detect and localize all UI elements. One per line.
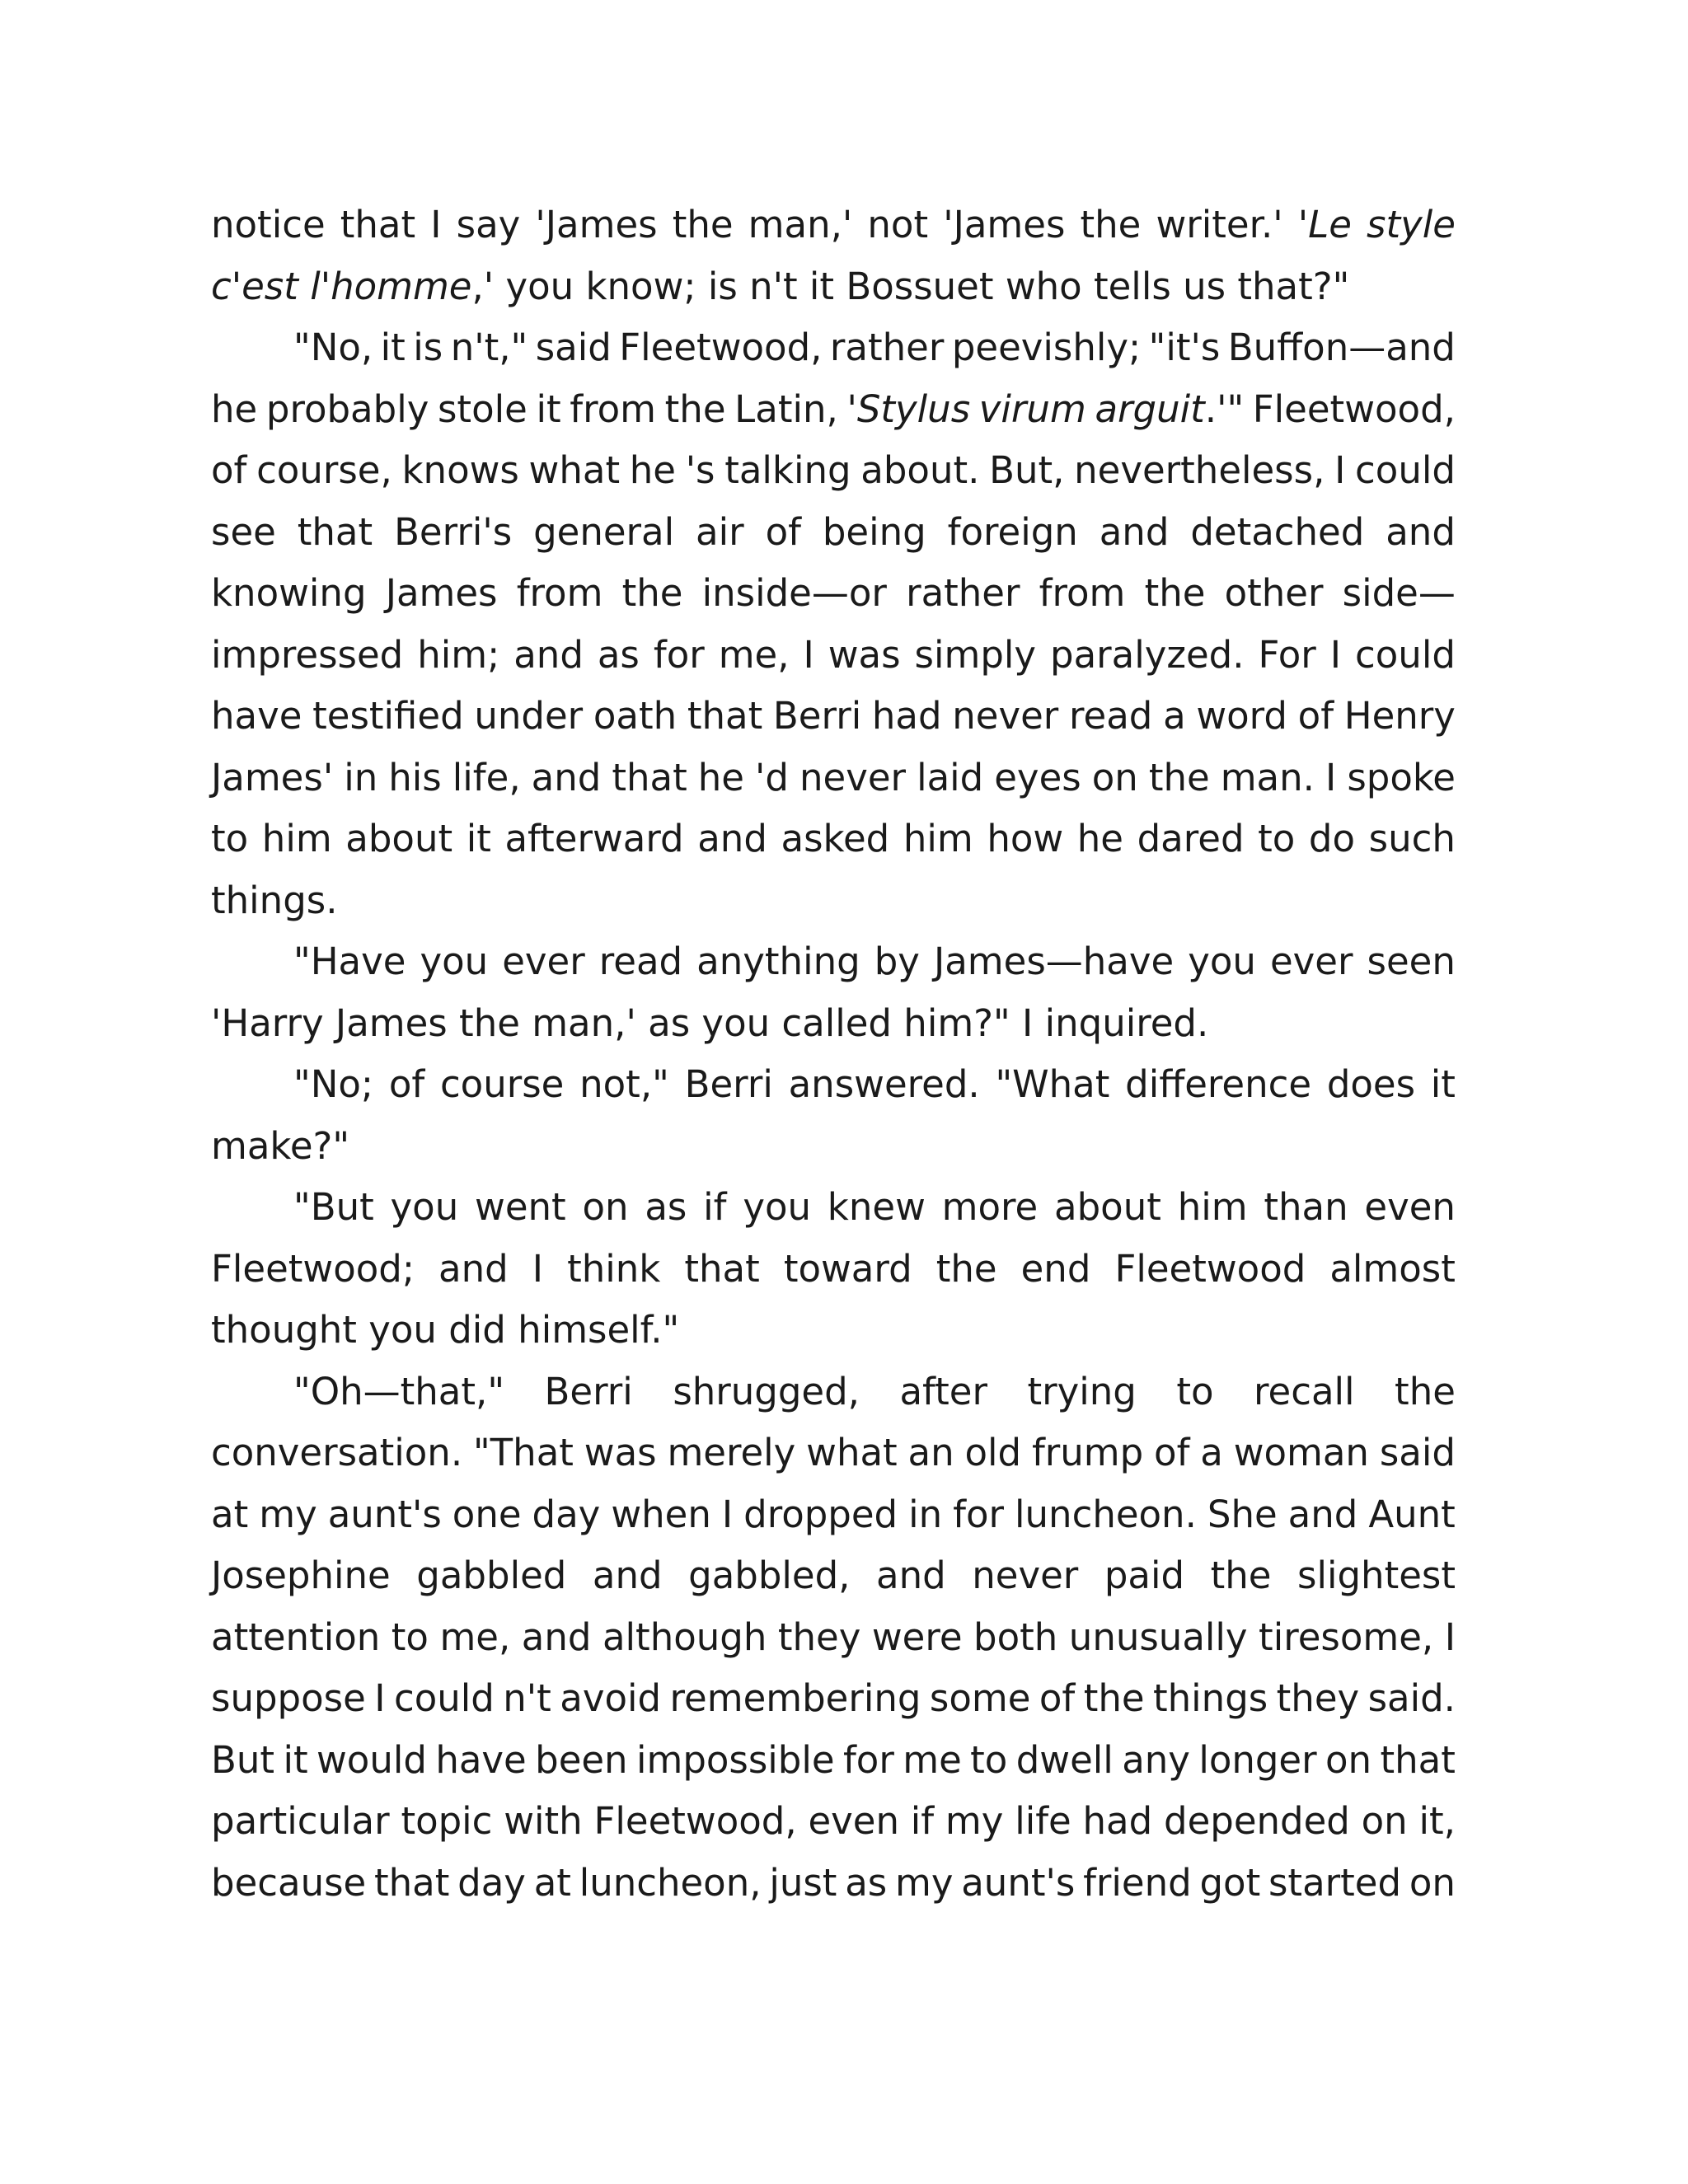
paragraph — [211, 194, 1456, 317]
text-line: see that Berri's general air of being foreign and detached and — [211, 509, 1456, 554]
text-line: conversation. "That was merely what an old frump of a woman said — [211, 1431, 1456, 1474]
text-line: 'Harry James the man,' as you called him?" I inquired. — [211, 1001, 1209, 1045]
text-line: "Have you ever read anything by James—have you ever seen — [293, 940, 1456, 983]
paragraph — [211, 1177, 1456, 1361]
paragraph — [211, 1361, 1456, 1915]
text-line: "No; of course not," Berri answered. "What difference does it — [293, 1062, 1456, 1106]
text-line: But it would have been impossible for me to dwell any longer on that — [211, 1737, 1456, 1782]
paragraph — [211, 1054, 1456, 1177]
text-line: "No, it is n't," said Fleetwood, rather peevishly; "it's Buffon—and — [293, 326, 1456, 369]
text-line: attention to me, and although they were both unusually tiresome, I — [211, 1615, 1456, 1659]
text-line: have testified under oath that Berri had never read a word of Henry — [211, 694, 1456, 738]
text-line: James' in his life, and that he 'd never laid eyes on the man. I spoke — [211, 755, 1456, 799]
text-line: thought you did himself." — [211, 1308, 680, 1352]
paragraph — [211, 931, 1456, 1054]
text-line: things. — [211, 878, 338, 922]
text-line: he probably stole it from the Latin, 'Stylus virum arguit.'" Fleetwood, — [211, 387, 1456, 431]
paragraph — [211, 317, 1456, 931]
text-line: to him about it afterward and asked him how he dared to do such — [211, 817, 1456, 860]
text-line: "Oh—that," Berri shrugged, after trying to recall the — [293, 1369, 1456, 1413]
text-line: of course, knows what he 's talking about. But, nevertheless, I could — [211, 448, 1456, 492]
text-line: knowing James from the inside—or rather from the other side— — [211, 571, 1456, 615]
text-line: impressed him; and as for me, I was simply paralyzed. For I could — [211, 632, 1456, 677]
text-line: "But you went on as if you knew more about him than even — [293, 1185, 1456, 1229]
text-line: Fleetwood; and I think that toward the end Fleetwood almost — [211, 1246, 1456, 1291]
page-text — [211, 194, 1456, 1914]
text-line: Josephine gabbled and gabbled, and never paid the slightest — [211, 1554, 1456, 1597]
text-line: because that day at luncheon, just as my aunt's friend got started on — [211, 1860, 1456, 1905]
text-line: at my aunt's one day when I dropped in for luncheon. She and Aunt — [211, 1492, 1456, 1536]
text-line: particular topic with Fleetwood, even if my life had depended on it, — [211, 1799, 1456, 1843]
text-line: notice that I say 'James the man,' not 'James the writer.' 'Le style — [211, 203, 1456, 246]
book-page — [211, 194, 1456, 1914]
text-line: c'est l'homme,' you know; is n't it Bossuet who tells us that?" — [211, 264, 1350, 308]
text-line: suppose I could n't avoid remembering some of the things they said. — [211, 1676, 1456, 1720]
text-line: make?" — [211, 1123, 350, 1168]
